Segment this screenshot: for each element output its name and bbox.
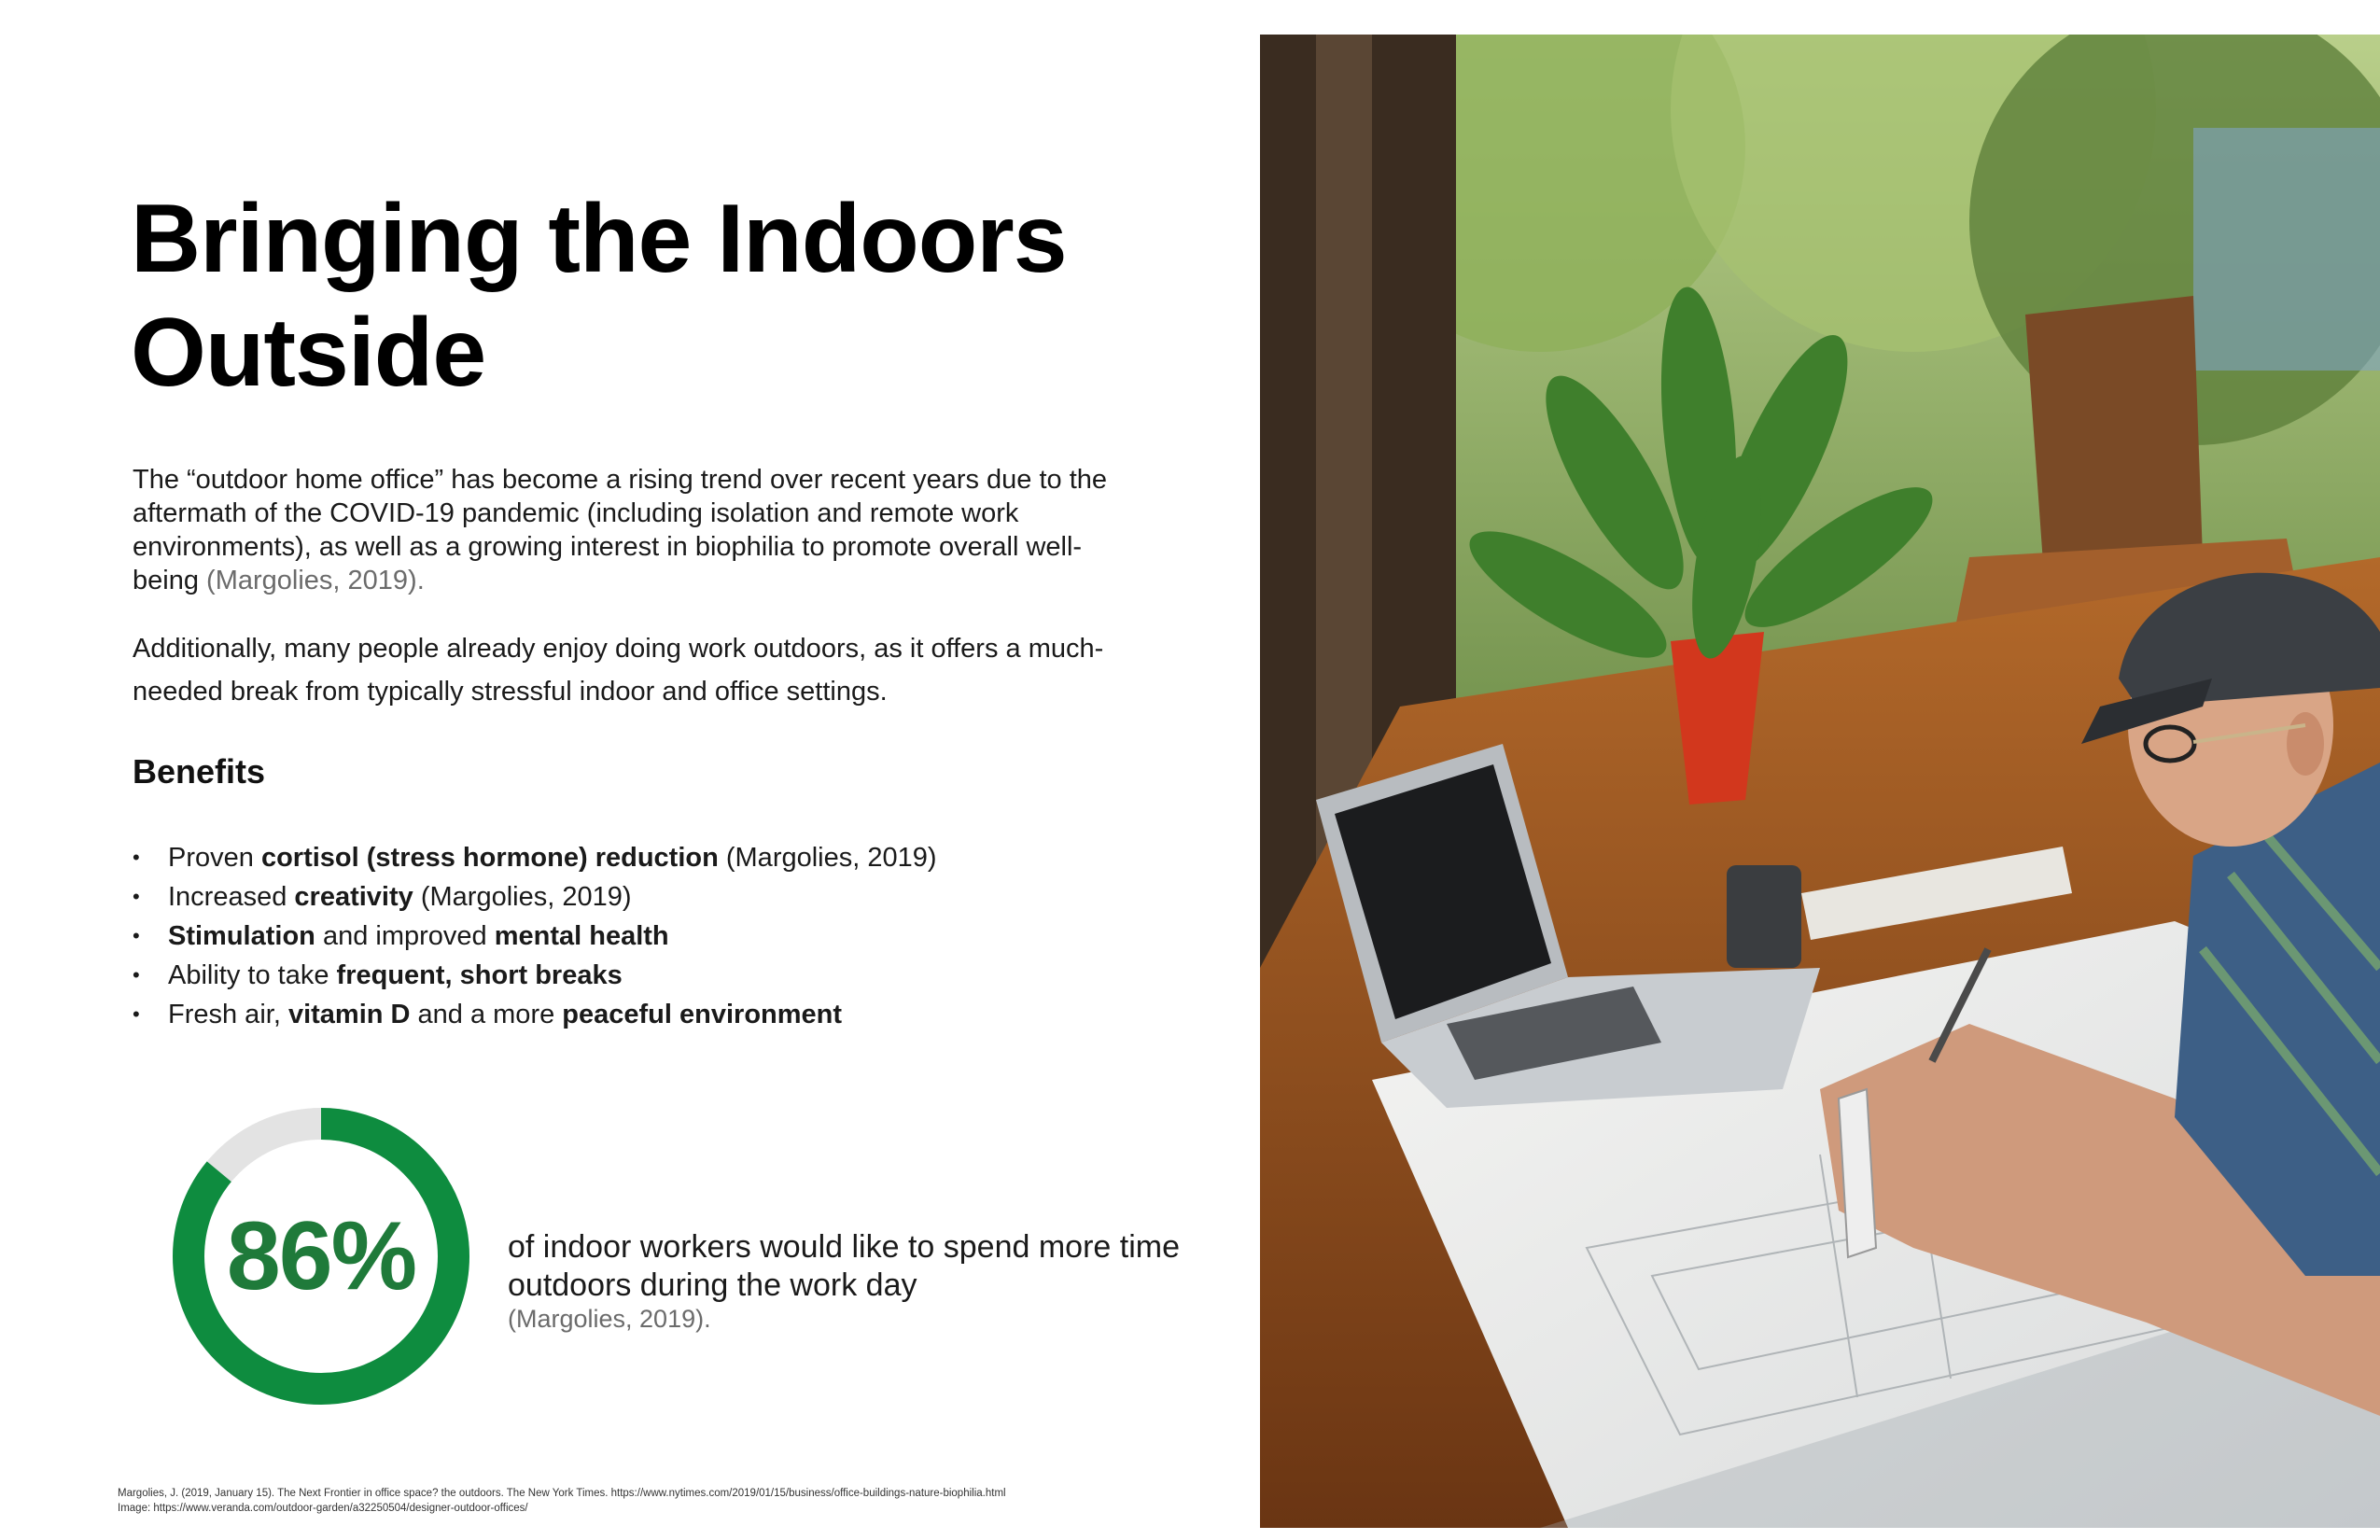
- reference-image: Image: https://www.veranda.com/outdoor-garden/a32250504/designer-outdoor-offices/: [118, 1503, 528, 1514]
- bullet-icon: •: [133, 846, 140, 869]
- stat-value: 86%: [226, 1201, 416, 1310]
- reference-article: Margolies, J. (2019, January 15). The Next Frontier in office space? the outdoors. The New York Times. https://www.nytimes.com/2019/01/15/business/office-buildings-nature-biophilia.html: [118, 1488, 1006, 1499]
- benefit-text: and a more: [410, 1000, 563, 1029]
- benefit-item: [133, 956, 1159, 995]
- bullet-icon: •: [133, 924, 140, 947]
- photo-man-drafting-outdoors: [1260, 35, 2380, 1528]
- benefit-emphasis: peaceful environment: [562, 1000, 843, 1029]
- benefit-text: (Margolies, 2019): [413, 882, 632, 912]
- photo-illustration: [1260, 35, 2380, 1528]
- bullet-icon: •: [133, 1002, 140, 1026]
- bullet-icon: •: [133, 963, 140, 987]
- intro-text: The “outdoor home office” has become a rising trend over recent years due to the aftermath of the COVID-19 pandemic (including isolation and remote work environments), as well as a growing interest in biophilia to promote overall well-being: [133, 465, 1108, 595]
- stat-description: of indoor workers would like to spend more time outdoors during the work day: [508, 1229, 1180, 1303]
- benefits-heading: Benefits: [133, 752, 266, 791]
- benefit-text: Ability to take: [168, 960, 337, 990]
- intro-citation: (Margolies, 2019).: [206, 566, 425, 595]
- benefit-item: [133, 995, 1159, 1034]
- benefit-text: Increased: [168, 882, 295, 912]
- bullet-icon: •: [133, 885, 140, 908]
- benefits-list: [133, 838, 1159, 1034]
- benefit-text: and improved: [315, 921, 495, 951]
- benefit-emphasis: Stimulation: [168, 921, 315, 951]
- benefit-text: Fresh air,: [168, 1000, 288, 1029]
- intro-paragraph: [133, 463, 1145, 597]
- stat-donut: [172, 1107, 470, 1406]
- page-title: Bringing the Indoors Outside: [131, 185, 1067, 407]
- benefit-emphasis: frequent, short breaks: [336, 960, 623, 990]
- benefit-text: Proven: [168, 843, 261, 873]
- benefit-item: [133, 838, 1159, 877]
- benefit-emphasis: creativity: [294, 882, 413, 912]
- benefit-emphasis: cortisol (stress hormone) reduction: [260, 843, 719, 873]
- secondary-paragraph: Additionally, many people already enjoy doing work outdoors, as it offers a much-needed break from typically stressful indoor and office settings.: [133, 634, 1104, 707]
- benefit-text: (Margolies, 2019): [718, 843, 937, 873]
- references: [118, 1486, 1191, 1516]
- benefit-item: [133, 917, 1159, 956]
- benefit-item: [133, 877, 1159, 917]
- stat-citation: (Margolies, 2019).: [508, 1305, 711, 1333]
- benefit-emphasis: vitamin D: [287, 1000, 411, 1029]
- benefit-emphasis: mental health: [494, 921, 669, 951]
